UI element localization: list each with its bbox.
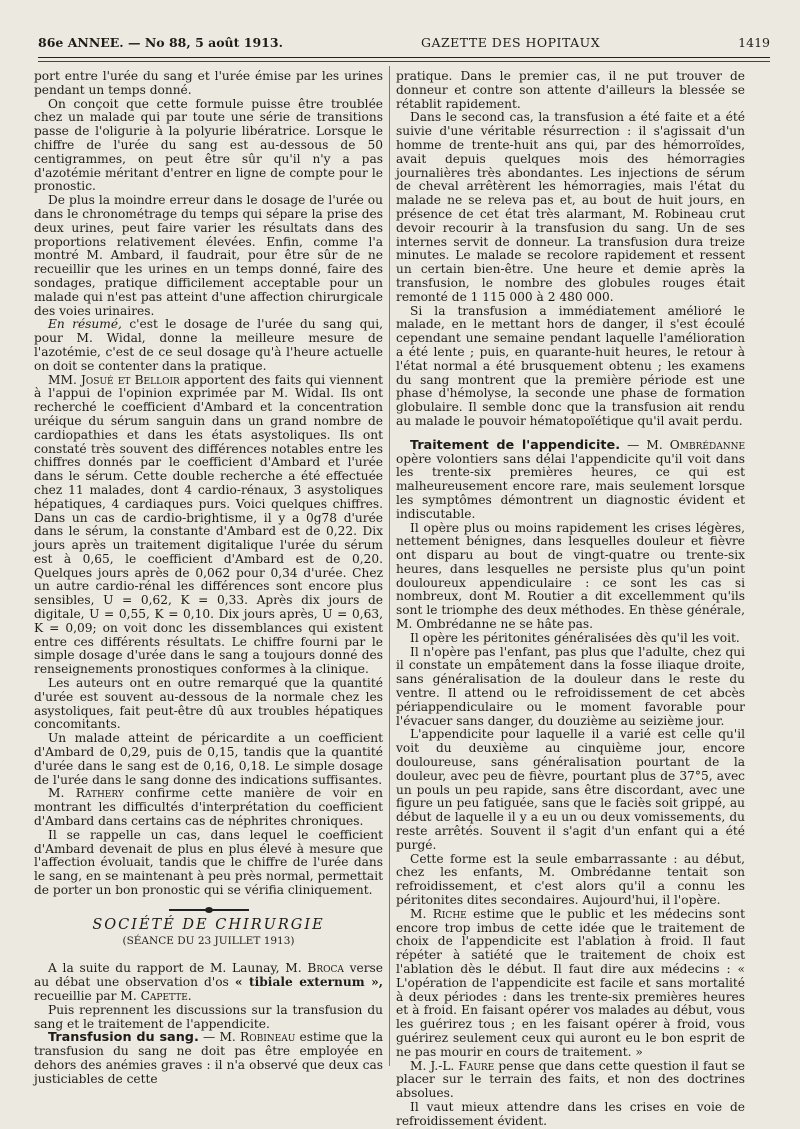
column-divider [389, 66, 390, 1066]
right-column [396, 69, 746, 1128]
paragraph: Transfusion du sang. — M. Robineau estime que la transfusion du sang ne doit pas être employée en dehors des anémies graves : il n'a observé que deux cas justiciables de cette [34, 1030, 383, 1086]
left-column [34, 69, 384, 1086]
publication-title: GAZETTE DES HOPITAUX [420, 34, 601, 50]
paragraph: Dans le second cas, la transfusion a été faite et a été suivie d'une véritable résurrection : il s'agissait d'un homme de trente-huit ans qui, par des hémorroïdes, avait depuis quelques mois des hémorragies journalières très abondantes. Les injections de sérum de cheval arrêtèrent les hémorragies, mais l'état du malade ne se releva pas et, au bout de huit jours, en présence de cet état très alarmant, M. Robineau crut devoir recourir à la transfusion du sang. Un de ses internes servit de donneur. La transfusion dura treize minutes. Le malade se recolore rapidement et ressent un certain bien-être. Une heure et demie après la transfusion, le nombre des globules rouges était remonté de 1 115 000 à 2 480 000. [396, 110, 745, 304]
paragraph: Traitement de l'appendicite. — M. Ombrédanne opère volontiers sans délai l'appendicite qu'il voit dans les trente-six premières heures, ce qui est malheureusement encore rare, mais seulement lorsque les symptômes démontrent un diagnostic évident et indiscutable. [396, 437, 746, 521]
paragraph: L'appendicite pour laquelle il a varié est celle qu'il voit du deuxième au cinquième jour, encore douloureuse, sans généralisation pourtant de la douleur, avec peu de fièvre, pourtant plus de 37°5, avec un pouls un peu rapide, sans être discordant, avec une figure un peu fatiguée, sans que le faciès soit grippé, au début de laquelle il y a eu un ou deux vomissements, du reste arrêtés. Souvent il s'agit d'un enfant qui a été purgé. [396, 727, 745, 852]
paragraph-text: pense que dans cette question il faut se placer sur le terrain des faits, et non des doctrines absolues. [396, 1058, 745, 1101]
paragraph: Puis reprennent les discussions sur la transfusion du sang et le traitement de l'appendicite. [34, 1002, 383, 1031]
paragraph: On conçoit que cette formule puisse être troublée chez un malade qui par toute une série de transitions passe de l'oligurie à la polyurie libératrice. Lorsque le chiffre de l'urée du sang est au-dessous de 50 centigrammes, on peut être sûr qu'il n'y a pas d'azotémie méritant d'entrer en ligne de compte pour le pronostic. [34, 96, 383, 194]
paragraph-text: recueillie par M. [34, 989, 137, 1003]
paragraph-text: estime que le public et les médecins sont encore trop imbus de cette idée que le traitement de choix de l'appendicite est l'ablation à froid. Il faut répéter à satiété que le traitement de choix est l'ablation dès le début. Il faut dire aux médecins : « L'opération de l'appendicite est facile et sans mortalité à deux périodes : dans les trente-six premières heures et à froid. En faisant opérer vos malades au début, vous les guérirez tous ; en les faisant opérer à froid, vous guérirez seulement ceux qui auront eu le bon esprit de ne pas mourir en cours de traitement. » [396, 906, 746, 1059]
paragraph: port entre l'urée du sang et l'urée émise par les urines pendant un temps donné. [34, 69, 383, 97]
paragraph: De plus la moindre erreur dans le dosage de l'urée ou dans le chronométrage du temps qui sépare la prise des deux urines, peut faire varier les résultats dans des proportions relativement élevées. Enfin, comme l'a montré M. Ambard, il faudrait, pour être sûr de ne recueillir que les urines en un temps donné, faire des sondages, pratique difficilement acceptable pour un malade qui n'est pas atteint d'une affection chirurgicale des voies urinaires. [34, 193, 383, 318]
paragraph: Un malade atteint de péricardite a un coefficient d'Ambard de 0,29, puis de 0,15, tandis que la quantité d'urée dans le sang est de 0,16, 0,18. Le simple dosage de l'urée dans le sang donne des indications suffisantes. [34, 731, 383, 787]
section-title: SOCIÉTÉ DE CHIRURGIE [92, 916, 325, 933]
author-name: Capette. [140, 989, 192, 1003]
paragraph-text: opère volontiers sans délai l'appendicite qu'il voit dans les trente-six premières heures, ce qui est malheureusement encore rare, mais seulement lorsque les symptômes démontrent un diagnostic évident et indiscutable. [396, 451, 745, 521]
paragraph-text: estime que la transfusion du sang ne doit pas être employée en dehors des anémies graves : il n'a observé que deux cas justiciables de cette [34, 1030, 383, 1086]
author-name: M. J.-L. Faure [410, 1058, 495, 1073]
paragraph: Il se rappelle un cas, dans lequel le coefficient d'Ambard devenait de plus en plus élevé à mesure que l'affection évoluait, tandis que le chiffre de l'urée dans le sang, en se maintenant à peu près normal, permettait de porter un bon pronostic qui se vérifia cliniquement. [34, 827, 383, 898]
author-names: MM. Josué et Belloir [48, 372, 180, 387]
header-rule [38, 57, 770, 58]
author-name: M. Rathery [48, 786, 124, 801]
paragraph-text: A la suite du rapport de M. Launay, M. [48, 961, 302, 976]
paragraph [34, 787, 383, 828]
paragraph: pratique. Dans le premier cas, il ne put trouver de donneur et contre son attente d'ailleurs la blessée se rétablit rapidement. [396, 69, 745, 111]
bold-term: « tibiale externum », [234, 975, 384, 990]
author-name: M. Riche [410, 906, 467, 921]
subsection-heading: Traitement de l'appendicite. [410, 437, 621, 453]
paragraph: Il opère les péritonites généralisées dès qu'il les voit. [410, 630, 740, 645]
paragraph: Il n'opère pas l'enfant, pas plus que l'adulte, chez qui il constate un empâtement dans la fosse iliaque droite, sans généralisation de la douleur dans le reste du ventre. Il attend ou le refroidissement de cet abcès périappendiculaire ou le moment favorable pour l'évacuer sans danger, du douzième au seizième jour. [396, 644, 745, 728]
paragraph [396, 1060, 745, 1101]
paragraph [34, 374, 383, 678]
paragraph: Si la transfusion a immédiatement amélioré le malade, en le mettant hors de danger, il s'est écoulé cependant une semaine pendant laquelle l'amélioration a été lente ; puis, en quarante-huit heures, le retour à l'état normal a été brusquement obtenu ; les examens du sang montrent que la première période est une phase d'hémolyse, la seconde une phase de formation globulaire. Il semble donc que la transfusion ait rendu au malade le pouvoir hématopoïétique qu'il avait perdu. [396, 303, 745, 428]
paragraph-text: confirme cette manière de voir en montrant les difficultés d'interprétation du coefficient d'Ambard dans certains cas de néphrites chroniques. [34, 786, 384, 829]
paragraph: Les auteurs ont en outre remarqué que la quantité d'urée est souvent au-dessous de la normale chez les asystoliques, fait peut-être dû aux troubles hépatiques concomitants. [34, 676, 383, 732]
page-number: 1419 [738, 34, 770, 50]
paragraph: Cette forme est la seule embarrassante : au début, chez les enfants, M. Ombrédanne tentait son refroidissement, et c'est alors qu'il a connu les péritonites dites secondaires. Aujourd'hui, il l'opère. [396, 851, 745, 908]
emphasis: En résumé, [48, 317, 122, 332]
paragraph-text: verse au débat une observation d'os [34, 961, 384, 990]
subsection-heading: Transfusion du sang. [48, 1030, 199, 1046]
author-name: M. Ombrédanne [646, 437, 746, 452]
author-name: M. Robineau [219, 1030, 296, 1045]
paragraph-text: apportent des faits qui viennent à l'appui de l'opinion exprimée par M. Widal. Ils ont recherché le coefficient d'Ambard et la concentration uréique du sérum sanguin dans un grand nombre de cardiopathies et dans les états asystoliques. Ils ont constaté très souvent des différences notables entre les chiffres donnés par le coefficient d'Ambard et l'urée dans le sérum. Cette double recherche a été effectuée chez 11 malades, dont 4 cardio-rénaux, 3 asystoliques hépatiques, 4 cardiaques purs. Voici quelques chiffres. Dans un cas de cardio-brightisme, il y a 0g78 d'urée dans le sérum, la constante d'Ambard est de 0,22. Dix jours après un traitement digitalique l'urée du sérum est à 0,65, le coefficient d'Ambard est de 0,20. Quelques jours après de 0,062 pour 0,34 d'urée. Chez un autre cardio-rénal les différences sont encore plus sensibles, U = 0,62, K = 0,33. Après dix jours de digitale, U = 0,55, K = 0,10. Dix jours après, U = 0,63, K = 0,09; on voit donc les dissemblances qui existent entre ces différents résultats. Le chiffre fourni par le simple dosage d'urée dans le sang a toujours donné des renseignements pronostiques conformes à la clinique. [34, 372, 383, 677]
paragraph [34, 962, 383, 1003]
header-rule-thin [38, 61, 770, 62]
issue-info: 86e ANNEE. — No 88, 5 août 1913. [38, 34, 283, 50]
paragraph: Il vaut mieux attendre dans les crises en voie de refroidissement évident. [396, 1099, 745, 1128]
paragraph: Il opère plus ou moins rapidement les crises légères, nettement bénignes, dans lesquelles douleur et fièvre ont disparu au bout de vingt-quatre ou trente-six heures, dans lesquelles ne persiste plus qu'un point douloureux appendiculaire : ce sont les cas si nombreux, dont M. Routier a dit excellemment qu'ils sont le triomphe des deux méthodes. En thèse générale, M. Ombrédanne ne se hâte pas. [396, 520, 745, 632]
paragraph-text: c'est le dosage de l'urée du sang qui, pour M. Widal, donne la meilleure mesure de l'azotémie, c'est de ce seul dosage qu'à l'heure actuelle on doit se contenter dans la pratique. [34, 317, 384, 373]
author-name: Broca [307, 961, 344, 976]
paragraph [396, 908, 745, 1060]
paragraph [34, 318, 383, 373]
session-date: (SÉANCE DU 23 JUILLET 1913) [122, 934, 295, 947]
page-header [38, 34, 770, 50]
section-ornament [169, 909, 249, 911]
